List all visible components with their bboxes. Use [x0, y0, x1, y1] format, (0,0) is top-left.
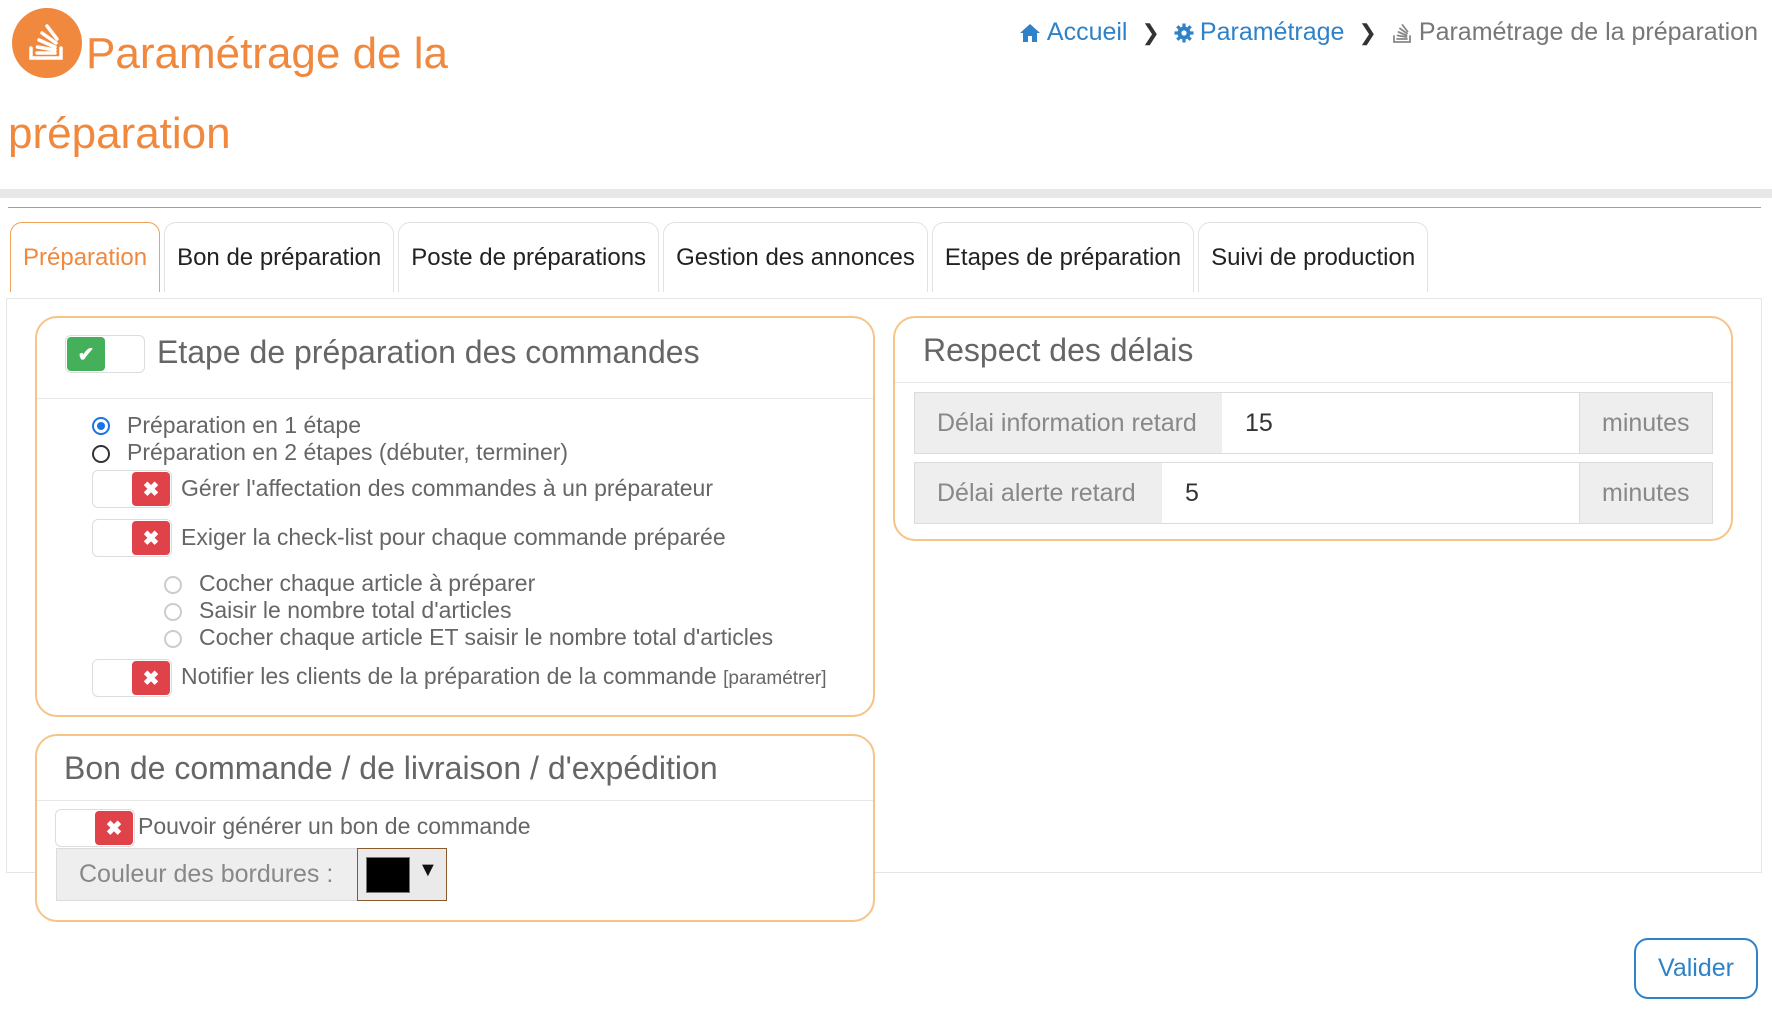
tab-bon-de-preparation[interactable]: Bon de préparation — [164, 222, 394, 292]
prep-card — [35, 316, 875, 717]
delay-card — [893, 316, 1733, 541]
alert-delay-unit-text: minutes — [1602, 478, 1690, 507]
close-icon: ✖ — [132, 472, 170, 506]
checklist-switch[interactable] — [92, 519, 172, 557]
notify-switch[interactable] — [92, 659, 172, 697]
radio-check-each-article-label: Cocher chaque article à préparer — [199, 570, 536, 596]
border-color-label — [56, 848, 359, 901]
tab-poste-de-preparations[interactable]: Poste de préparations — [398, 222, 659, 292]
alert-delay-input[interactable] — [1162, 462, 1579, 524]
close-icon: ✖ — [132, 661, 170, 695]
breadcrumb-home[interactable] — [1019, 18, 1128, 47]
accent-divider — [8, 207, 1761, 208]
gear-icon — [1174, 23, 1194, 43]
radio-total-count — [164, 603, 182, 621]
info-delay-label-text: Délai information retard — [937, 408, 1197, 437]
home-icon — [1019, 23, 1041, 43]
border-color-label-text: Couleur des bordures : — [79, 860, 334, 888]
radio-one-step[interactable] — [92, 417, 110, 435]
breadcrumb-home-label[interactable]: Accueil — [1046, 18, 1128, 46]
radio-two-steps-label[interactable]: Préparation en 2 étapes (débuter, terminer) — [127, 439, 569, 465]
alert-delay-value[interactable]: 5 — [1185, 478, 1199, 507]
submit-button[interactable]: Valider — [1634, 938, 1758, 999]
page-title: Paramétrage de la préparation — [8, 29, 448, 158]
breadcrumb — [1019, 18, 1758, 47]
notify-label — [181, 663, 827, 690]
header-divider — [0, 189, 1772, 198]
notify-label-text: Notifier les clients de la préparation de la commande — [181, 663, 717, 689]
info-delay-label — [914, 392, 1223, 454]
tab-suivi-de-production[interactable]: Suivi de production — [1198, 222, 1428, 292]
breadcrumb-settings[interactable] — [1174, 18, 1345, 47]
close-icon: ✖ — [95, 811, 133, 845]
order-card-title: Bon de commande / de livraison / d'expédition — [64, 750, 718, 786]
caret-down-icon: ▼ — [418, 859, 438, 881]
info-delay-value[interactable]: 15 — [1245, 408, 1273, 437]
breadcrumb-current — [1391, 18, 1758, 47]
tab-gestion-des-annonces[interactable]: Gestion des annonces — [663, 222, 928, 292]
tab-preparation[interactable]: Préparation — [10, 222, 160, 292]
breadcrumb-settings-label[interactable]: Paramétrage — [1199, 18, 1345, 46]
prep-enabled-switch[interactable] — [65, 335, 145, 373]
card-divider — [895, 382, 1731, 383]
info-delay-unit — [1579, 392, 1713, 454]
alert-delay-unit — [1579, 462, 1713, 524]
radio-check-and-count-label: Cocher chaque article ET saisir le nombre total d'articles — [199, 624, 774, 650]
close-icon: ✖ — [132, 521, 170, 555]
checklist-label: Exiger la check-list pour chaque commande préparée — [181, 524, 726, 550]
order-card — [35, 734, 875, 922]
breadcrumb-current-label: Paramétrage de la préparation — [1418, 18, 1758, 46]
radio-total-count-label: Saisir le nombre total d'articles — [199, 597, 512, 623]
card-divider — [37, 398, 873, 399]
prep-card-title: Etape de préparation des commandes — [157, 334, 700, 370]
info-delay-unit-text: minutes — [1602, 408, 1690, 437]
info-delay-input[interactable] — [1222, 392, 1579, 454]
delay-card-title: Respect des délais — [923, 332, 1194, 368]
generate-order-switch[interactable] — [55, 809, 135, 847]
assign-switch[interactable] — [92, 470, 172, 508]
alert-delay-label-text: Délai alerte retard — [937, 478, 1136, 507]
radio-one-step-label[interactable]: Préparation en 1 étape — [127, 412, 362, 438]
radio-check-each-article — [164, 576, 182, 594]
radio-two-steps[interactable] — [92, 445, 110, 463]
card-divider — [37, 800, 873, 801]
tab-etapes-de-preparation[interactable]: Etapes de préparation — [932, 222, 1194, 292]
alert-delay-label — [914, 462, 1163, 524]
assign-label: Gérer l'affectation des commandes à un préparateur — [181, 475, 713, 501]
notify-configure-link[interactable]: [paramétrer] — [723, 668, 827, 689]
tab-bar — [10, 222, 1428, 292]
radio-check-and-count — [164, 630, 182, 648]
generate-order-label: Pouvoir générer un bon de commande — [138, 813, 531, 839]
border-color-select[interactable] — [357, 848, 447, 901]
check-icon: ✔ — [67, 337, 105, 371]
chevron-right-icon: ❯ — [1141, 19, 1160, 45]
color-swatch — [366, 857, 410, 893]
stack-icon — [1391, 22, 1413, 44]
chevron-right-icon: ❯ — [1358, 19, 1377, 45]
